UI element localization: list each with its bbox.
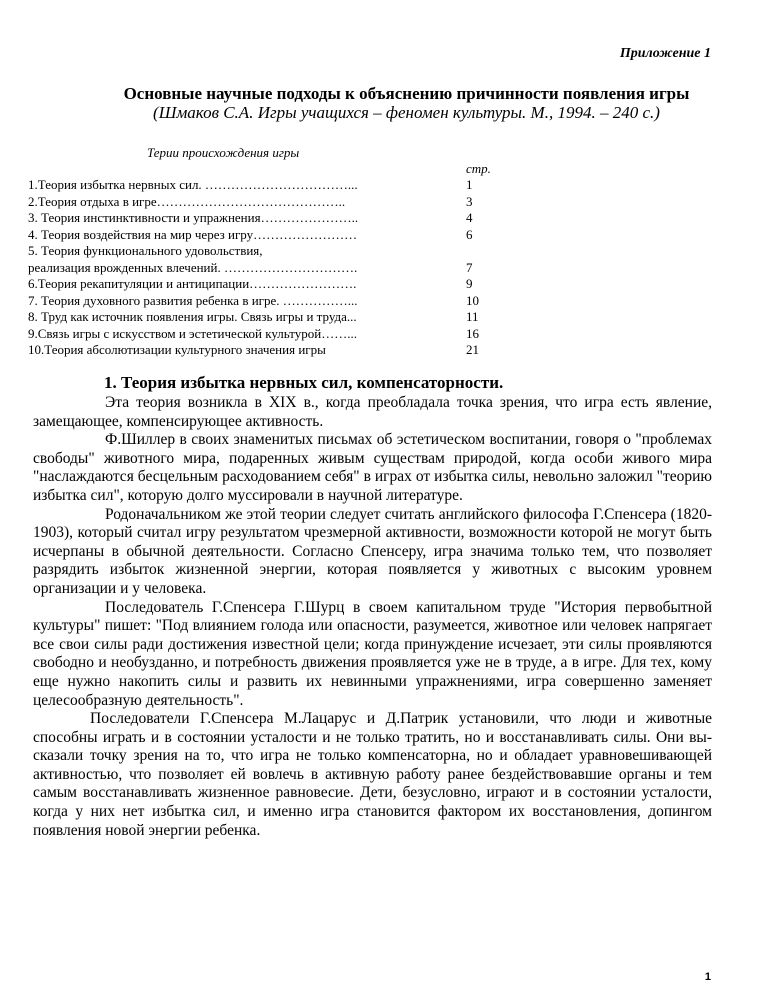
toc-item-page: 11 [466,309,479,324]
toc-caption: Терии происхождения игры [147,145,300,160]
toc-row [28,194,528,211]
toc-item-label: 1.Теория избытка нервных сил. ……………………………... [28,177,358,192]
body-paragraph: Последователи Г.Спенсера М.Лацарус и Д.Патрик установили, что люди и животные способны играть и в состоянии усталости и не только тратить, но и восстанавливать силы. Они вы- сказали точку зрения на то, что игра не только компенсаторна, но и обладает уравновешивающей активностью, что позволяет ей вовлечь в активную работу ранее бездействовавшие органы и тем самым восстанавливать жизненное равновесие. Дети, безусловно, играют и в состоянии усталости, когда у них нет избытка сил, и именно игра становится фактором их восстановления, допингом появления новой энергии ребенка. [33,710,712,839]
toc-row [28,177,528,194]
toc-item-label: 2.Теория отдыха в игре…………………………………….. [28,193,346,209]
source-citation: (Шмаков С.А. Игры учащихся – феномен культуры. М., 1994. – 240 с.) [153,103,660,122]
body-paragraph: Родоначальником же этой теории следует считать английского философа Г.Спенсера (1820-1903), который считал игру результатом чрезмерной активности, возможности которой не могут быть исчерпаны в обычной деятельности. Согласно Спенсеру, игра значима только тем, что позволяет разрядить избыток жизненной энергии, которая появляется у животных с высоким уровнем организации и у человека. [33,505,712,597]
section-heading: 1. Теория избытка нервных сил, компенсаторности. [104,373,504,392]
toc-row [28,260,528,277]
toc-page-column-header: стр. [466,161,491,176]
toc-item-label: 10.Теория абсолютизации культурного значения игры [28,342,326,357]
toc-row [28,227,528,244]
toc-item-label: 3. Теория инстинктивности и упражнения………………….. [28,210,359,225]
document-title: Основные научные подходы к объяснению причинности появления игры [123,84,690,103]
toc-row [28,243,528,260]
toc-row [28,326,528,343]
toc-item-page: 9 [466,276,473,291]
toc-item-page: 3 [466,193,473,209]
toc-item-label: 7. Теория духовного развития ребенка в игре. ……………... [28,292,358,308]
toc-item-label: реализация врожденных влечений. …………………………. [28,259,358,275]
toc-item-label: 8. Труд как источник появления игры. Связь игры и труда... [28,309,357,324]
toc-item-page: 4 [466,210,473,225]
toc-row [28,342,528,359]
toc-item-page: 6 [466,226,473,242]
toc-row [28,276,528,293]
toc-item-label: 5. Теория функционального удовольствия, [28,243,263,258]
toc-item-page: 1 [466,177,473,192]
toc-item-label: 4. Теория воздействия на мир через игру…………………… [28,226,358,242]
toc-row [28,293,528,310]
toc-item-label: 9.Связь игры с искусством и эстетической культурой……... [28,325,357,341]
page-number: 1 [704,971,711,983]
body-paragraph: Эта теория возникла в XIX в., когда преобладала точка зрения, что игра есть явление, замещающее, компенсирующее активность. [33,394,712,430]
toc-item-page: 16 [466,325,479,341]
body-paragraph: Ф.Шиллер в своих знаменитых письмах об эстетическом воспитании, говоря о "проблемах свободы" животного мира, подаренных живым существам природой, когда особи живого мира "наслаждаются бесцельным расходованием себя" в играх от избытка силы, невольно заложил "теорию избытка сил", которую долго муссировали в научной литературе. [33,431,712,504]
section-body [33,394,712,840]
toc-row [28,210,528,227]
appendix-label: Приложение 1 [619,46,711,61]
table-of-contents [28,177,528,359]
toc-row [28,309,528,326]
toc-item-page: 10 [466,292,479,308]
body-paragraph: Последователь Г.Спенсера Г.Шурц в своем капитальном труде "История первобытной культуры" пишет: "Под влиянием голода или опасности, разумеется, животное или человек напрягает все свои силы ради достижения известной цели; когда принуждение исчезает, эти силы проявляются свободно и необузданно, и потребность движения проявляется уже не в труде, а в игре. Для тех, кому еще нужно накопить силы и развить их невинными упражнениями, игра совершенно заменяет целесообразную деятельность". [33,598,712,709]
toc-item-page: 7 [466,259,473,275]
toc-item-label: 6.Теория рекапитуляции и антиципации……………………. [28,276,357,291]
toc-item-page: 21 [466,342,479,357]
